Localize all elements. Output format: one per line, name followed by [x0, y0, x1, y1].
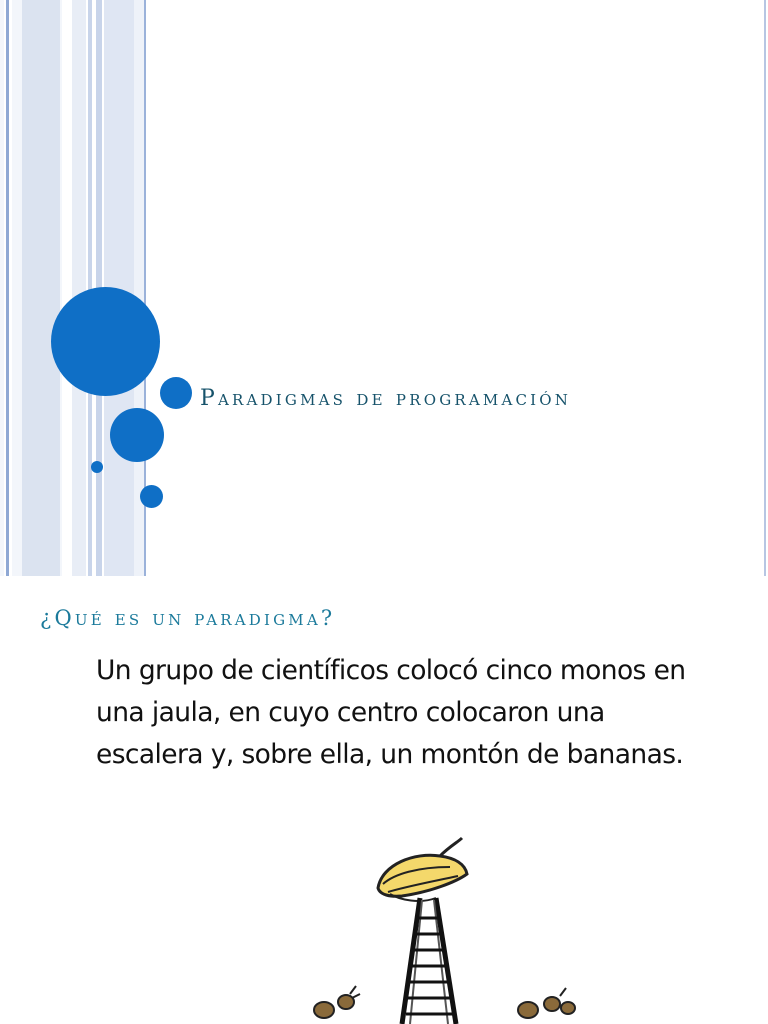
decorative-circle-tiny [91, 461, 103, 473]
decorative-band [0, 0, 4, 576]
decorative-circle-medium [110, 408, 164, 462]
bananas-ladder-illustration [290, 834, 610, 1024]
content-slide [0, 576, 768, 1024]
decorative-band [764, 0, 766, 576]
slide-body-text: Un grupo de científicos colocó cinco monos en una jaula, en cuyo centro colocaron una escalera y, sobre ella, un montón de bananas. [96, 655, 686, 770]
decorative-band [22, 0, 60, 576]
decorative-band [72, 0, 86, 576]
monkey-icon [314, 986, 360, 1018]
slide-title: Paradigmas de programación [200, 386, 572, 411]
monkey-icon [518, 988, 575, 1018]
decorative-circle-small-2 [140, 485, 163, 508]
decorative-circle-large [51, 287, 160, 396]
ladder-icon [402, 898, 456, 1024]
bananas-icon [378, 838, 467, 901]
slide-heading: ¿Qué es un paradigma? [40, 606, 336, 630]
decorative-circle-small [160, 377, 192, 409]
decorative-band [6, 0, 9, 576]
